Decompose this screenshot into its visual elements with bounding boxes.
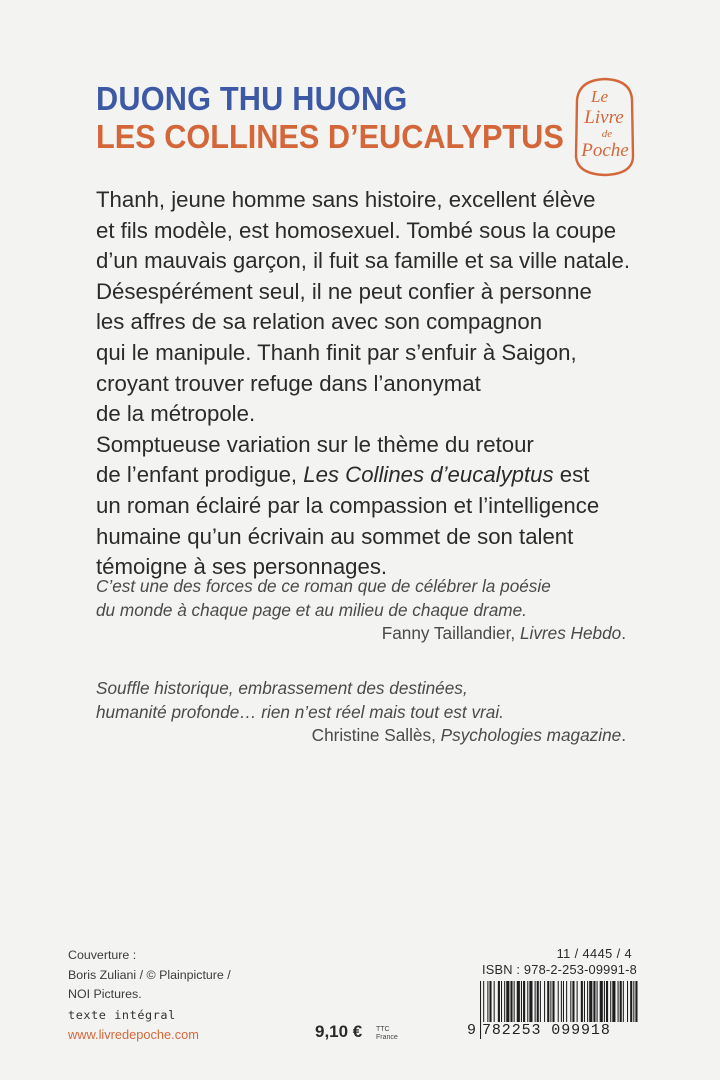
price-tax-note — [376, 1026, 398, 1042]
blurb-line: de la métropole. — [96, 401, 256, 427]
quote-line: C’est une des forces de ce roman que de célébrer la poésie — [96, 576, 551, 596]
cover-credit-line: NOI Pictures. — [68, 987, 142, 1002]
blurb-line: d’un mauvais garçon, il fuit sa famille et sa ville natale. — [96, 248, 630, 274]
quote-line: humanité profonde… rien n’est réel mais tout est vrai. — [96, 701, 504, 722]
blurb-line: croyant trouver refuge dans l’anonymat — [96, 370, 481, 396]
cover-credits — [68, 946, 231, 1005]
blurb-line: les affres de sa relation avec son compagnon — [96, 309, 543, 335]
blurb-line: Thanh, jeune homme sans histoire, excellent élève — [96, 187, 596, 212]
blurb-line: et fils modèle, est homosexuel. Tombé sous la coupe — [96, 217, 617, 243]
blurb-line: Désespérément seul, il ne peut confier à personne — [96, 278, 592, 304]
barcode-bar — [480, 981, 481, 1039]
logo-text-le: Le — [591, 87, 608, 106]
barcode-first-digit: 9 — [467, 1022, 477, 1039]
blurb-line: un roman éclairé par la compassion et l’intelligence — [96, 492, 600, 518]
quote-attribution — [96, 724, 656, 748]
blurb-line: qui le manipule. Thanh finit par s’enfuir à Saigon, — [96, 339, 577, 365]
quote-source: Psychologies magazine — [440, 725, 622, 746]
quote-source: Livres Hebdo — [519, 623, 622, 644]
price-tax-ttc: TTC — [376, 1026, 390, 1033]
book-title: LES COLLINES D’EUCALYPTUS — [96, 118, 564, 155]
author-name: DUONG THU HUONG — [96, 80, 408, 117]
blurb-book-title: Les Collines d’eucalyptus — [303, 462, 554, 488]
press-quote — [96, 677, 656, 748]
quote-attribution — [96, 622, 656, 646]
blurb-line — [96, 460, 656, 491]
blurb-line: Somptueuse variation sur le thème du retour — [96, 431, 534, 457]
logo-icon — [569, 76, 639, 178]
livre-de-poche-logo — [569, 76, 639, 178]
quote-line: Souffle historique, embrassement des destinées, — [96, 678, 468, 698]
quote-attribution-end: . — [621, 725, 626, 746]
catalog-code: 11 / 4445 / 4 — [556, 946, 632, 961]
logo-text-livre: Livre — [584, 107, 624, 128]
edition-note: texte intégral — [68, 1008, 176, 1022]
barcode-digits: 782253 099918 — [482, 1022, 642, 1039]
quote-attribution-end: . — [621, 623, 626, 644]
cover-credit-label: Couverture : — [68, 948, 137, 962]
blurb-line-prefix: de l’enfant prodigue, — [96, 462, 304, 488]
quote-author: Fanny Taillandier, — [381, 623, 520, 644]
isbn: ISBN : 978-2-253-09991-8 — [482, 962, 637, 977]
quote-author: Christine Sallès, — [311, 725, 441, 746]
logo-text-poche: Poche — [581, 140, 629, 161]
blurb-line: témoigne à ses personnages. — [96, 554, 388, 580]
cover-credit-line: Boris Zuliani / © Plainpicture / — [68, 967, 231, 982]
logo-text-de: de — [601, 128, 613, 140]
price-tax-country: France — [376, 1034, 398, 1041]
blurb-text — [96, 185, 656, 583]
blurb-line: humaine qu’un écrivain au sommet de son talent — [96, 523, 574, 549]
blurb-line-suffix: est — [553, 462, 590, 488]
quote-line: du monde à chaque page et au milieu de chaque drame. — [96, 599, 527, 620]
price: 9,10 € — [315, 1022, 363, 1041]
press-quote — [96, 575, 656, 646]
publisher-website: www.livredepoche.com — [68, 1027, 199, 1042]
